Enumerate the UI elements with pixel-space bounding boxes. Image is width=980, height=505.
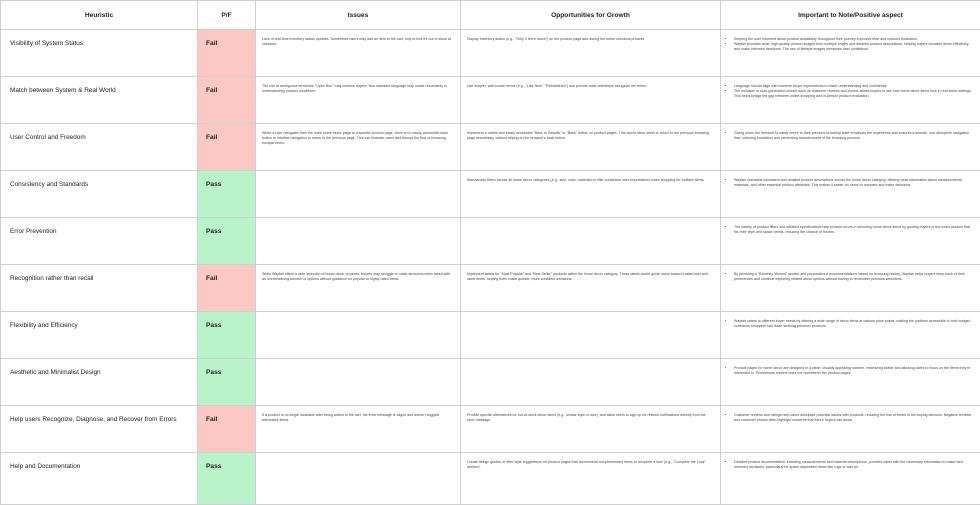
opportunities-cell: Implement a visible and easily accessible "Back to Results" or "Back" button on product pages. This would allow users to return to the previous browsing page seamlessly, without relying on the browser's back button.	[461, 124, 721, 171]
issues-cell: While Wayfair offers a wide selection of home decor products, buyers may struggle to make decisions when faced with an overwhelming number of options without guidance on popular or highly rated items.	[256, 265, 461, 312]
important-cell	[721, 218, 980, 265]
note-item: • By providing a "Recently Viewed" section and personalized recommendations based on browsing history, Wayfair helps buyers keep track of their preferences and continue exploring related decor options without having to remember previous selections.	[734, 272, 974, 282]
important-cell	[721, 359, 980, 406]
heuristic-cell: Aesthetic and Minimalist Design	[1, 359, 198, 406]
note-item: • Keeping the user informed about product availability throughout their journey improves trust and reduces frustration.	[734, 37, 974, 42]
note-item: • Product pages for home decor are designed in a clean, visually appealing manner, minimizing clutter and allowing users to focus on the items they're interested in. Promotional content does not overwhelm the product pages.	[734, 366, 974, 376]
opportunities-cell: Implement labels for "Most Popular" and "Best Seller" products within the home decor category. These labels would guide users toward trusted and well-rated items, helping them make quicker, more confident decisions.	[461, 265, 721, 312]
notes-list	[727, 225, 974, 235]
pass-fail-badge: Pass	[198, 312, 256, 359]
note-item: • Language should align with common buyer expectations to foster understanding and confidence.	[734, 84, 974, 89]
issues-cell: The use of ambiguous terms like "Open Box" may confuse buyers. Non-standard language may cause uncertainty in understanding product conditions.	[256, 77, 461, 124]
issues-cell: When a user navigates from the main home decor page to a specific product page, there is no easily accessible back button or intuitive navigation to return to the previous page. This can frustrate users and disrupt the flow of browsing multiple items.	[256, 124, 461, 171]
heuristic-cell: Match between System & Real World	[1, 77, 198, 124]
opportunities-cell: Provide specific alternatives for out-of-stock decor items (e.g., similar style or size), and allow users to sign up for restock notifications directly from the error message.	[461, 406, 721, 453]
pass-fail-badge: Fail	[198, 265, 256, 312]
note-item: • The variety of product filters and detailed specifications help prevent errors in selecting home decor items by guiding buyers to the exact product that fits their style and space needs, reducing the chance of returns.	[734, 225, 974, 235]
table-row	[1, 218, 980, 265]
header-opportunities: Opportunities for Growth	[461, 1, 721, 30]
issues-cell	[256, 312, 461, 359]
header-pf: P/F	[198, 1, 256, 30]
opportunities-cell: Standardize filters across all home decor categories (e.g., size, color, material) to offer consistent user expectations when shopping for multiple items.	[461, 171, 721, 218]
table-row	[1, 453, 980, 505]
heuristic-cell: Visibility of System Status	[1, 30, 198, 77]
opportunities-cell	[461, 359, 721, 406]
pass-fail-badge: Fail	[198, 406, 256, 453]
important-cell	[721, 124, 980, 171]
notes-list	[727, 366, 974, 376]
notes-list	[727, 131, 974, 141]
important-cell	[721, 171, 980, 218]
table-row	[1, 77, 980, 124]
notes-list	[727, 272, 974, 282]
header-row	[1, 1, 980, 30]
issues-cell: Lack of real-time inventory status updates. Sometimes users may add an item to the cart, only to find it's out of stock at checkout.	[256, 30, 461, 77]
table-row	[1, 265, 980, 312]
table-row	[1, 406, 980, 453]
opportunities-cell: Display inventory status (e.g., "Only 3 left in stock") on the product page and during the entire checkout process.	[461, 30, 721, 77]
heuristic-cell: Help users Recognize, Diagnose, and Recover from Errors	[1, 406, 198, 453]
heuristic-cell: Error Prevention	[1, 218, 198, 265]
notes-list	[727, 84, 974, 100]
pass-fail-badge: Pass	[198, 218, 256, 265]
note-item: • Giving users the freedom to easily return to their previous browsing state enhances the experience and ensures a smooth, non-disruptive navigation flow, reducing frustration and preventing abandonment of the browsing process.	[734, 131, 974, 141]
heuristic-cell: Consistency and Standards	[1, 171, 198, 218]
note-item: • Wayfair provides clear, high-quality product images from multiple angles and detailed product descriptions, helping buyers visualize items effectively and make informed decisions. The use of lifestyle images enhances user confidence.	[734, 42, 974, 52]
table-row	[1, 359, 980, 406]
note-item: • Wayfair caters to different buyer needs by offering a wide range of decor items at various price points, making the platform accessible to both budget-conscious shoppers and those seeking premium products.	[734, 319, 974, 329]
opportunities-cell	[461, 218, 721, 265]
issues-cell	[256, 453, 461, 505]
heuristic-cell: User Control and Freedom	[1, 124, 198, 171]
note-item: • Customer reviews and ratings help users anticipate potential issues with products, reducing the risk of errors in the buying decision. Negative reviews and customer photos often highlight concerns that future buyers can avoid.	[734, 413, 974, 423]
heuristic-cell: Help and Documentation	[1, 453, 198, 505]
header-issues: Issues	[256, 1, 461, 30]
issues-cell	[256, 359, 461, 406]
heuristic-cell: Recognition rather than recall	[1, 265, 198, 312]
pass-fail-badge: Fail	[198, 124, 256, 171]
pass-fail-badge: Pass	[198, 359, 256, 406]
header-heuristic: Heuristic	[1, 1, 198, 30]
notes-list	[727, 460, 974, 470]
issues-cell	[256, 218, 461, 265]
table-row	[1, 30, 980, 77]
important-cell	[721, 30, 980, 77]
opportunities-cell	[461, 312, 721, 359]
notes-list	[727, 413, 974, 423]
important-cell	[721, 77, 980, 124]
issues-cell	[256, 171, 461, 218]
important-cell	[721, 312, 980, 359]
table-row	[1, 312, 980, 359]
pass-fail-badge: Pass	[198, 453, 256, 505]
pass-fail-badge: Fail	[198, 30, 256, 77]
header-important: Important to Note/Positive aspect	[721, 1, 980, 30]
notes-list	[727, 319, 974, 329]
important-cell	[721, 406, 980, 453]
note-item: • Detailed product documentation, including measurements and material descriptions, provides users with the necessary information to make well-informed decisions, particularly for space-dependent items like rugs or wall art.	[734, 460, 974, 470]
important-cell	[721, 265, 980, 312]
pass-fail-badge: Pass	[198, 171, 256, 218]
heuristic-cell: Flexibility and Efficiency	[1, 312, 198, 359]
important-cell	[721, 453, 980, 505]
table-body	[1, 30, 980, 505]
issues-cell: If a product is no longer available after being added to the cart, the error message is vague and doesn't suggest alternative items.	[256, 406, 461, 453]
table-row	[1, 124, 980, 171]
opportunities-cell: Use simpler, well-known terms (e.g., "Like New," "Refurbished") and provide clear definitions alongside the terms.	[461, 77, 721, 124]
notes-list	[727, 37, 974, 53]
notes-list	[727, 178, 974, 188]
opportunities-cell: Create design guides or offer style suggestions on product pages that recommend complementary items to complete a look (e.g., "Complete the Look" section).	[461, 453, 721, 505]
note-item: • Wayfair maintains consistent and detailed product descriptions across the home decor category, offering clear information about measurements, materials, and other essential product attributes. This makes it easier for users to compare and make decisions.	[734, 178, 974, 188]
pass-fail-badge: Fail	[198, 77, 256, 124]
table-row	[1, 171, 980, 218]
note-item: • The inclusion of user-generated content such as customer reviews and photos allows buyers to see how home decor items look in real-world settings. This helps bridge the gap between online shopping and in-person product evaluation.	[734, 89, 974, 99]
